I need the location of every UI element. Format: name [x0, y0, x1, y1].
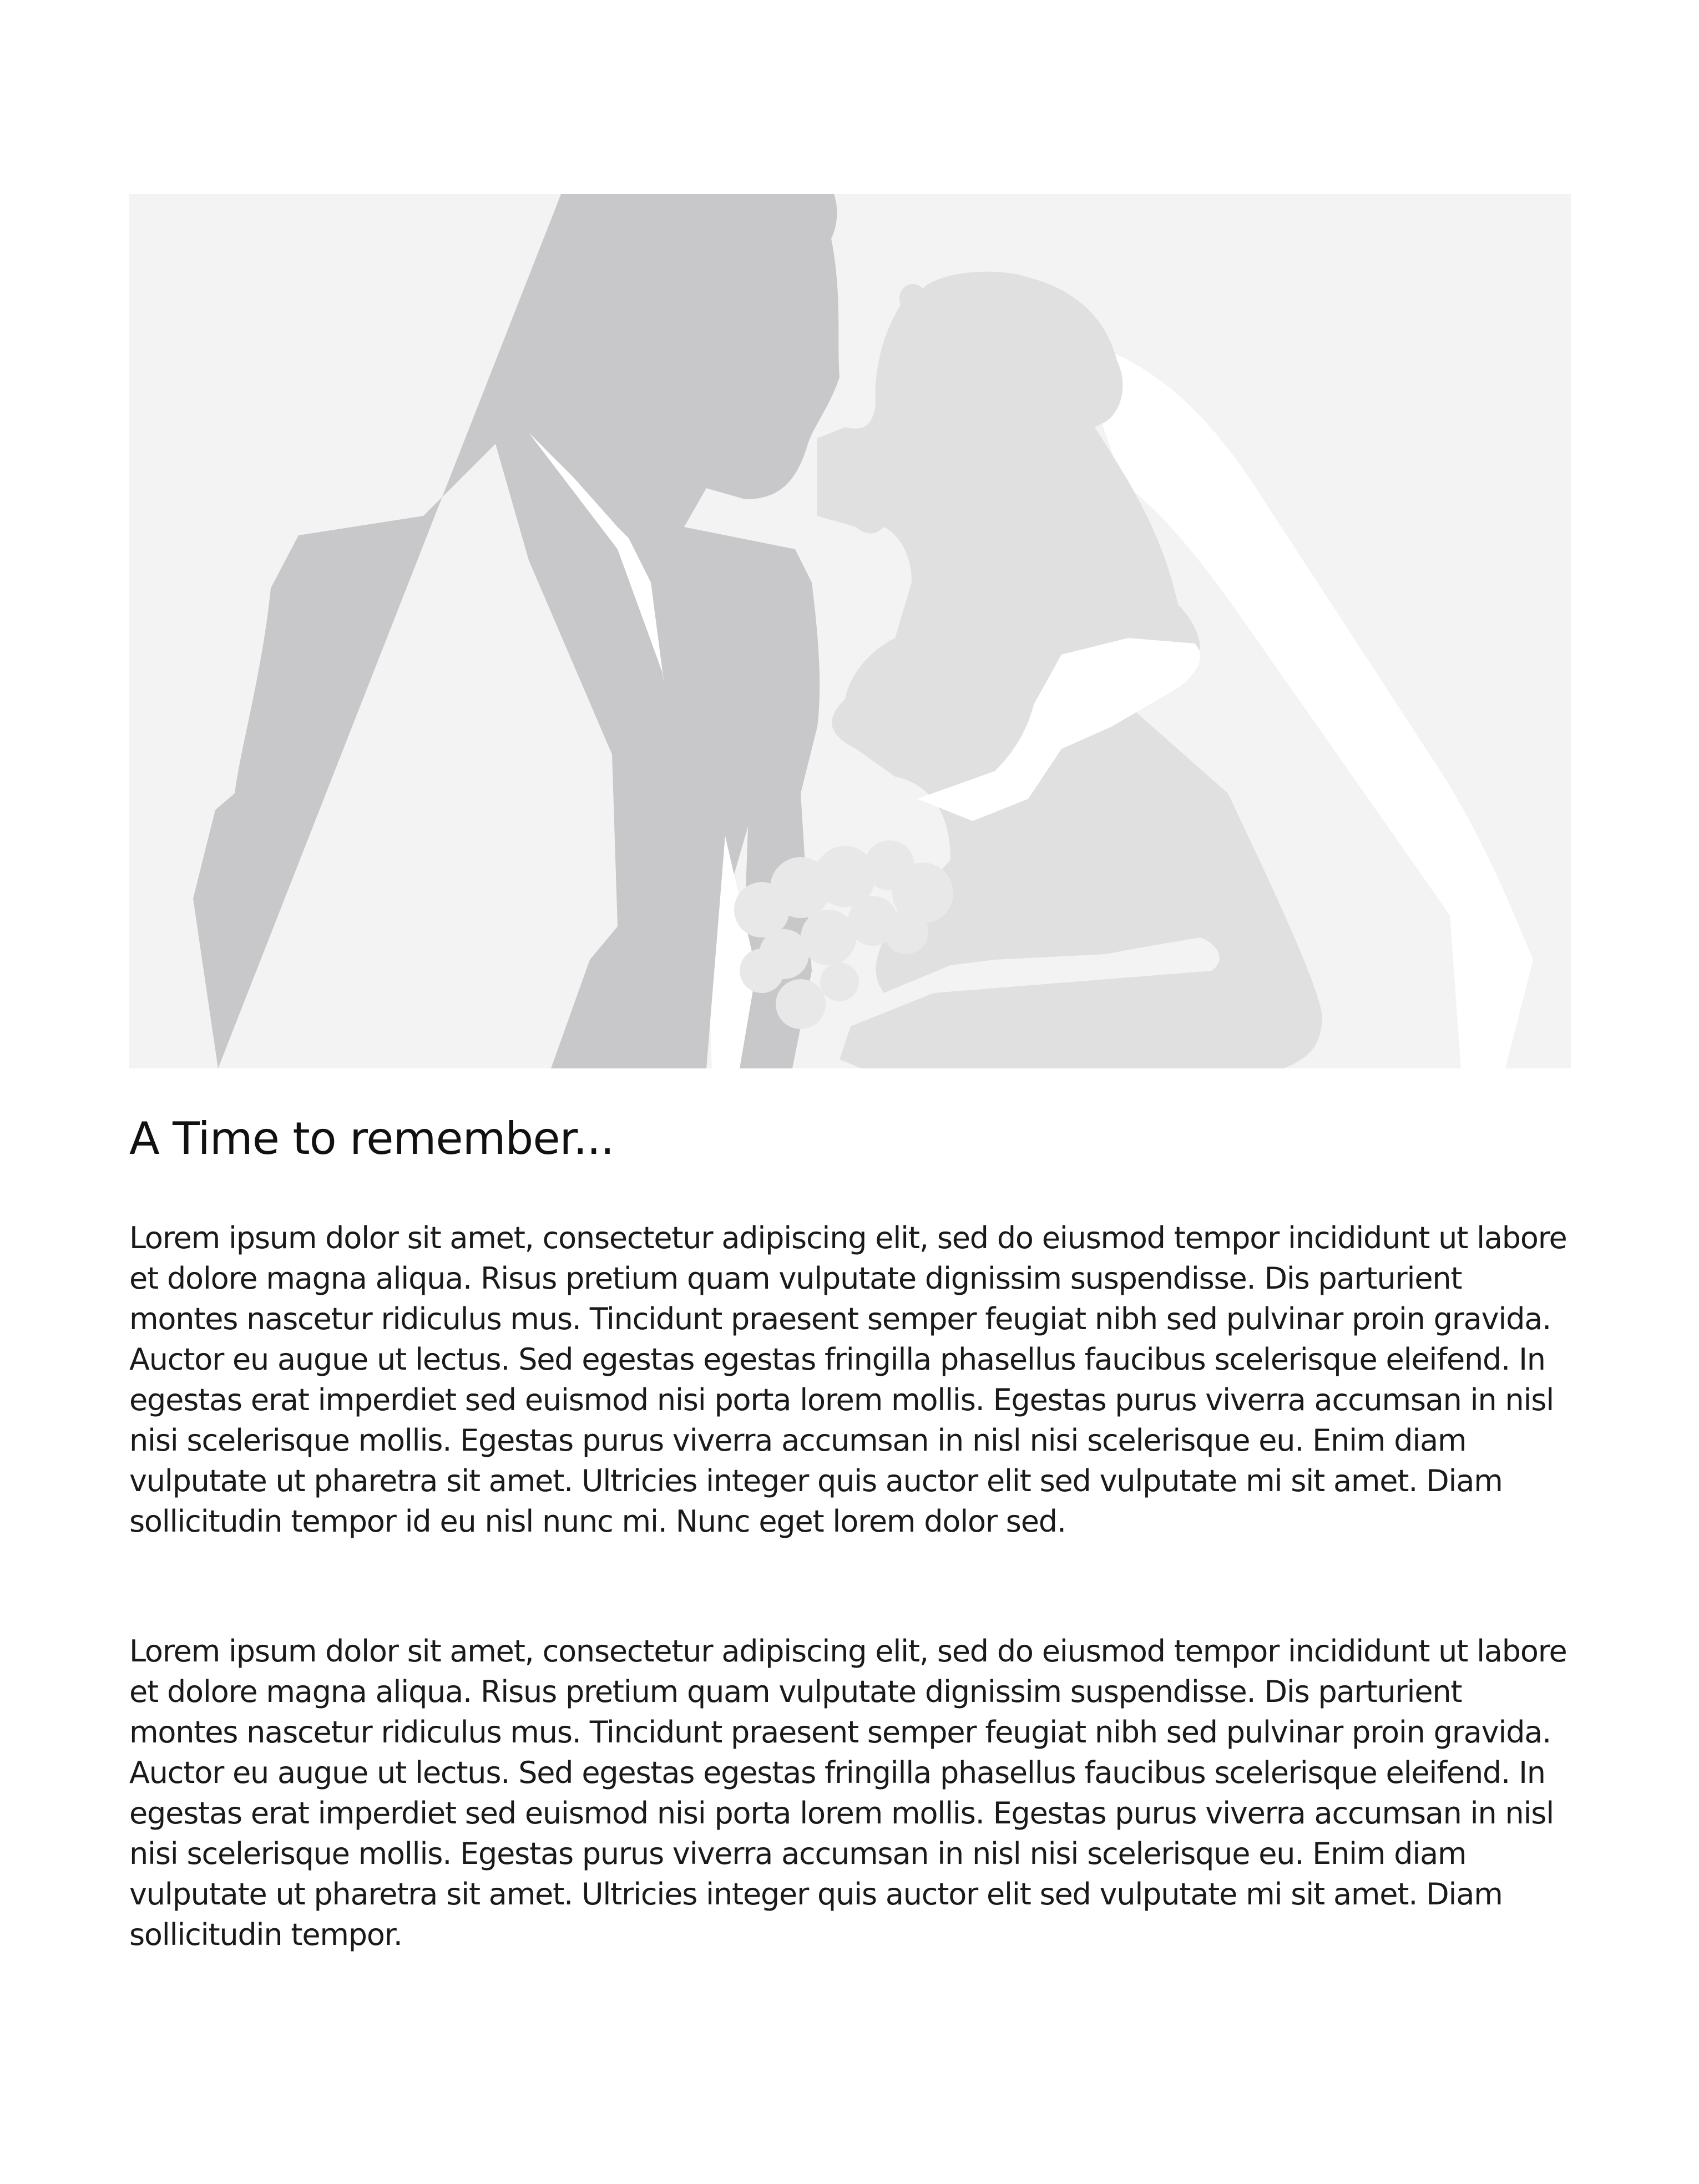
- hero-image: [129, 194, 1571, 1068]
- couple-silhouette-icon: [129, 194, 1571, 1068]
- body-paragraph-2: Lorem ipsum dolor sit amet, consectetur adipiscing elit, sed do eiusmod tempor incididunt ut labore et dolore magna aliqua. Risus pretium quam vulputate dignissim suspendisse. Dis parturient montes nascetur ridiculus mus. Tincidunt praesent semper feugiat nibh sed pulvinar proin gravida. Auctor eu augue ut lectus. Sed egestas egestas fringilla phasellus faucibus scelerisque eleifend. In egestas erat imperdiet sed euismod nisi porta lorem mollis. Egestas purus viverra accumsan in nisl nisi scelerisque mollis. Egestas purus viverra accumsan in nisl nisi scelerisque eu. Enim diam vulputate ut pharetra sit amet. Ultricies integer quis auctor elit sed vulputate mi sit amet. Diam sollicitudin tempor.: [129, 1634, 1567, 1952]
- page-title: A Time to remember...: [129, 1113, 614, 1164]
- body-paragraph-1: Lorem ipsum dolor sit amet, consectetur adipiscing elit, sed do eiusmod tempor incididunt ut labore et dolore magna aliqua. Risus pretium quam vulputate dignissim suspendisse. Dis parturient montes nascetur ridiculus mus. Tincidunt praesent semper feugiat nibh sed pulvinar proin gravida. Auctor eu augue ut lectus. Sed egestas egestas fringilla phasellus faucibus scelerisque eleifend. In egestas erat imperdiet sed euismod nisi porta lorem mollis. Egestas purus viverra accumsan in nisl nisi scelerisque mollis. Egestas purus viverra accumsan in nisl nisi scelerisque eu. Enim diam vulputate ut pharetra sit amet. Ultricies integer quis auctor elit sed vulputate mi sit amet. Diam sollicitudin tempor id eu nisl nunc mi. Nunc eget lorem dolor sed.: [129, 1220, 1567, 1539]
